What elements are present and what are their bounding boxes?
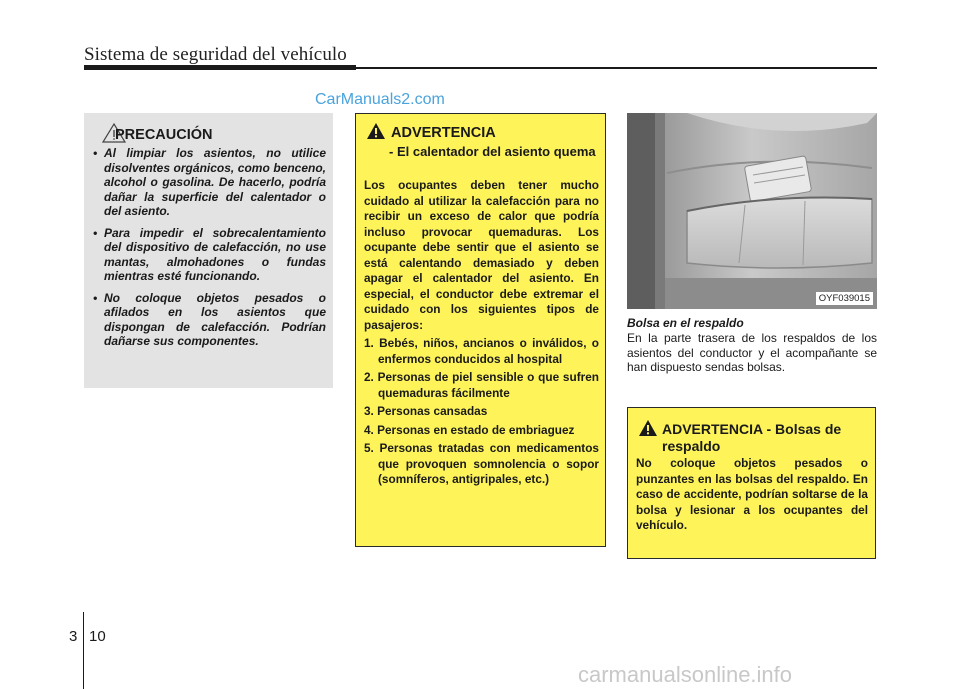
warning-triangle-icon [638,419,658,437]
warning1-list-item: 3. Personas cansadas [364,404,488,418]
header-rule-thin [356,67,877,69]
warning1-intro: Los ocupantes deben tener mucho cuidado al utilizar la calefacción para no recibir un exceso de calor que podría incluso provocar quemaduras. Los ocupante debe sentir que el asiento se está calentando demasiado y deben apagar el calentador del asiento. En especial, el conductor debe extremar el cuidado con los siguientes tipos de pasajeros: [364,178,599,332]
precaution-box [84,113,333,388]
warning2-title: ADVERTENCIA - Bolsas de respaldo [662,421,842,454]
warning1-title: ADVERTENCIA [391,125,496,141]
precaution-item: • Al limpiar los asientos, no utilice disolventes orgánicos, como benceno, alcohol o gasolina. De hacerlo, podría dañar la superficie del calentador o del asiento. [93,146,326,218]
page-divider [83,612,84,689]
warning1-body [364,178,599,488]
warning-box-seatback-pocket [627,407,876,559]
precaution-item: • Para impedir el sobrecalentamiento del dispositivo de calefacción, no use mantas, almohadones o fundas mientras esté funcionando. [93,225,326,283]
warning2-body: No coloque objetos pesados o punzantes en las bolsas del respaldo. En caso de accidente, podrían soltarse de la bolsa y lesionar a los ocupantes del vehículo. [636,456,868,532]
watermark-bottom[interactable]: carmanualsonline.info [578,662,793,687]
page-number: 10 [89,628,106,645]
precaution-item: • No coloque objetos pesados o afilados en los asientos que dispongan de calefacción. Podrían dañarse sus componentes. [93,290,326,348]
precaution-title: PRECAUCIÓN [115,127,213,143]
caption-text: En la parte trasera de los respaldos de los asientos del conductor y el acompañante se han dispuesto sendas bolsas. [627,331,877,374]
seatback-illustration [627,113,877,309]
warning1-list-item: 4. Personas en estado de embriaguez [364,422,575,437]
warning1-list-item: 2. Personas de piel sensible o que sufren quemaduras fácilmente [364,370,599,400]
header-rule-thick [84,65,356,70]
photo-code-label: OYF039015 [816,292,873,305]
page-section: 3 [69,628,78,645]
warning1-list-item: 5. Personas tratadas con medicamentos que provoquen somnolencia o sopor (somníferos, antigripales, etc.) [364,441,599,486]
warning1-subtitle: - El calentador del asiento quema [389,144,596,159]
warning1-list-item: 1. Bebés, niños, ancianos o inválidos, o enfermos conducidos al hospital [364,336,599,366]
caption-title: Bolsa en el respaldo [627,316,744,330]
seatback-pocket-photo [627,113,877,309]
precaution-list [92,146,326,356]
header-title: Sistema de seguridad del vehículo [84,44,347,65]
warning-triangle-icon [366,122,386,140]
warning1-list [364,336,599,488]
watermark-top[interactable]: CarManuals2.com [315,91,445,108]
warning-box-seat-heater [355,113,606,547]
